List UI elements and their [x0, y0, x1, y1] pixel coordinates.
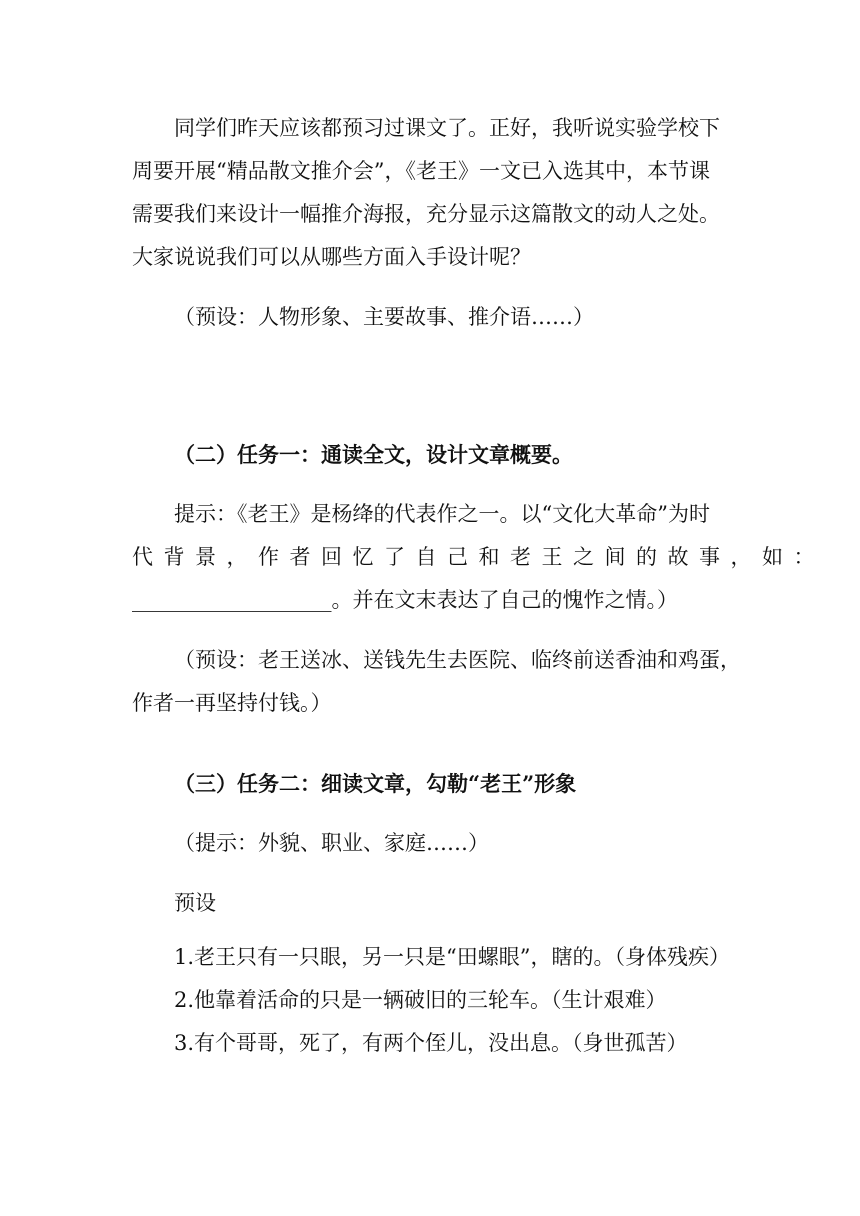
task1-heading: （二）任务一：通读全文，设计文章概要。 [174, 442, 573, 467]
intro-line-1: 同学们昨天应该都预习过课文了。正好，我听说实验学校下 [174, 116, 720, 140]
list-item: 2.他靠着活命的只是一辆破旧的三轮车。（生计艰难） [174, 988, 667, 1012]
intro-preset: （预设：人物形象、主要故事、推介语……） [174, 305, 594, 329]
intro-line-3: 需要我们来设计一幅推介海报，充分显示这篇散文的动人之处。 [132, 202, 720, 226]
list-item: 1.老王只有一只眼，另一只是“田螺眼”，瞎的。（身体残疾） [174, 945, 731, 969]
task1-tip-line-2: 代背景，作者回忆了自己和老王之间的故事，如： [132, 545, 825, 569]
task1-tip-line-3 [132, 583, 728, 618]
task2-tip: （提示：外貌、职业、家庭……） [174, 831, 489, 855]
document-page [132, 0, 825, 1216]
task1-tip-line-3-text: 。并在文末表达了自己的愧怍之情。） [331, 588, 678, 612]
task1-preset-line-2: 作者一再坚持付钱。） [132, 691, 332, 715]
task1-tip-line-1: 提示：《老王》是杨绛的代表作之一。以“文化大革命”为时 [174, 502, 710, 526]
task1-preset-line-1: （预设：老王送冰、送钱先生去医院、临终前送香油和鸡蛋， [174, 648, 741, 672]
intro-line-4: 大家说说我们可以从哪些方面入手设计呢？ [132, 245, 531, 269]
task2-heading: （三）任务二：细读文章，勾勒“老王”形象 [174, 771, 577, 796]
task2-preset-label: 预设 [174, 891, 216, 915]
fill-in-blank[interactable]: ___________________ [132, 588, 332, 612]
list-item: 3.有个哥哥，死了，有两个侄儿，没出息。（身世孤苦） [174, 1031, 688, 1055]
intro-line-2: 周要开展“精品散文推介会”，《老王》一文已入选其中，本节课 [132, 159, 710, 183]
